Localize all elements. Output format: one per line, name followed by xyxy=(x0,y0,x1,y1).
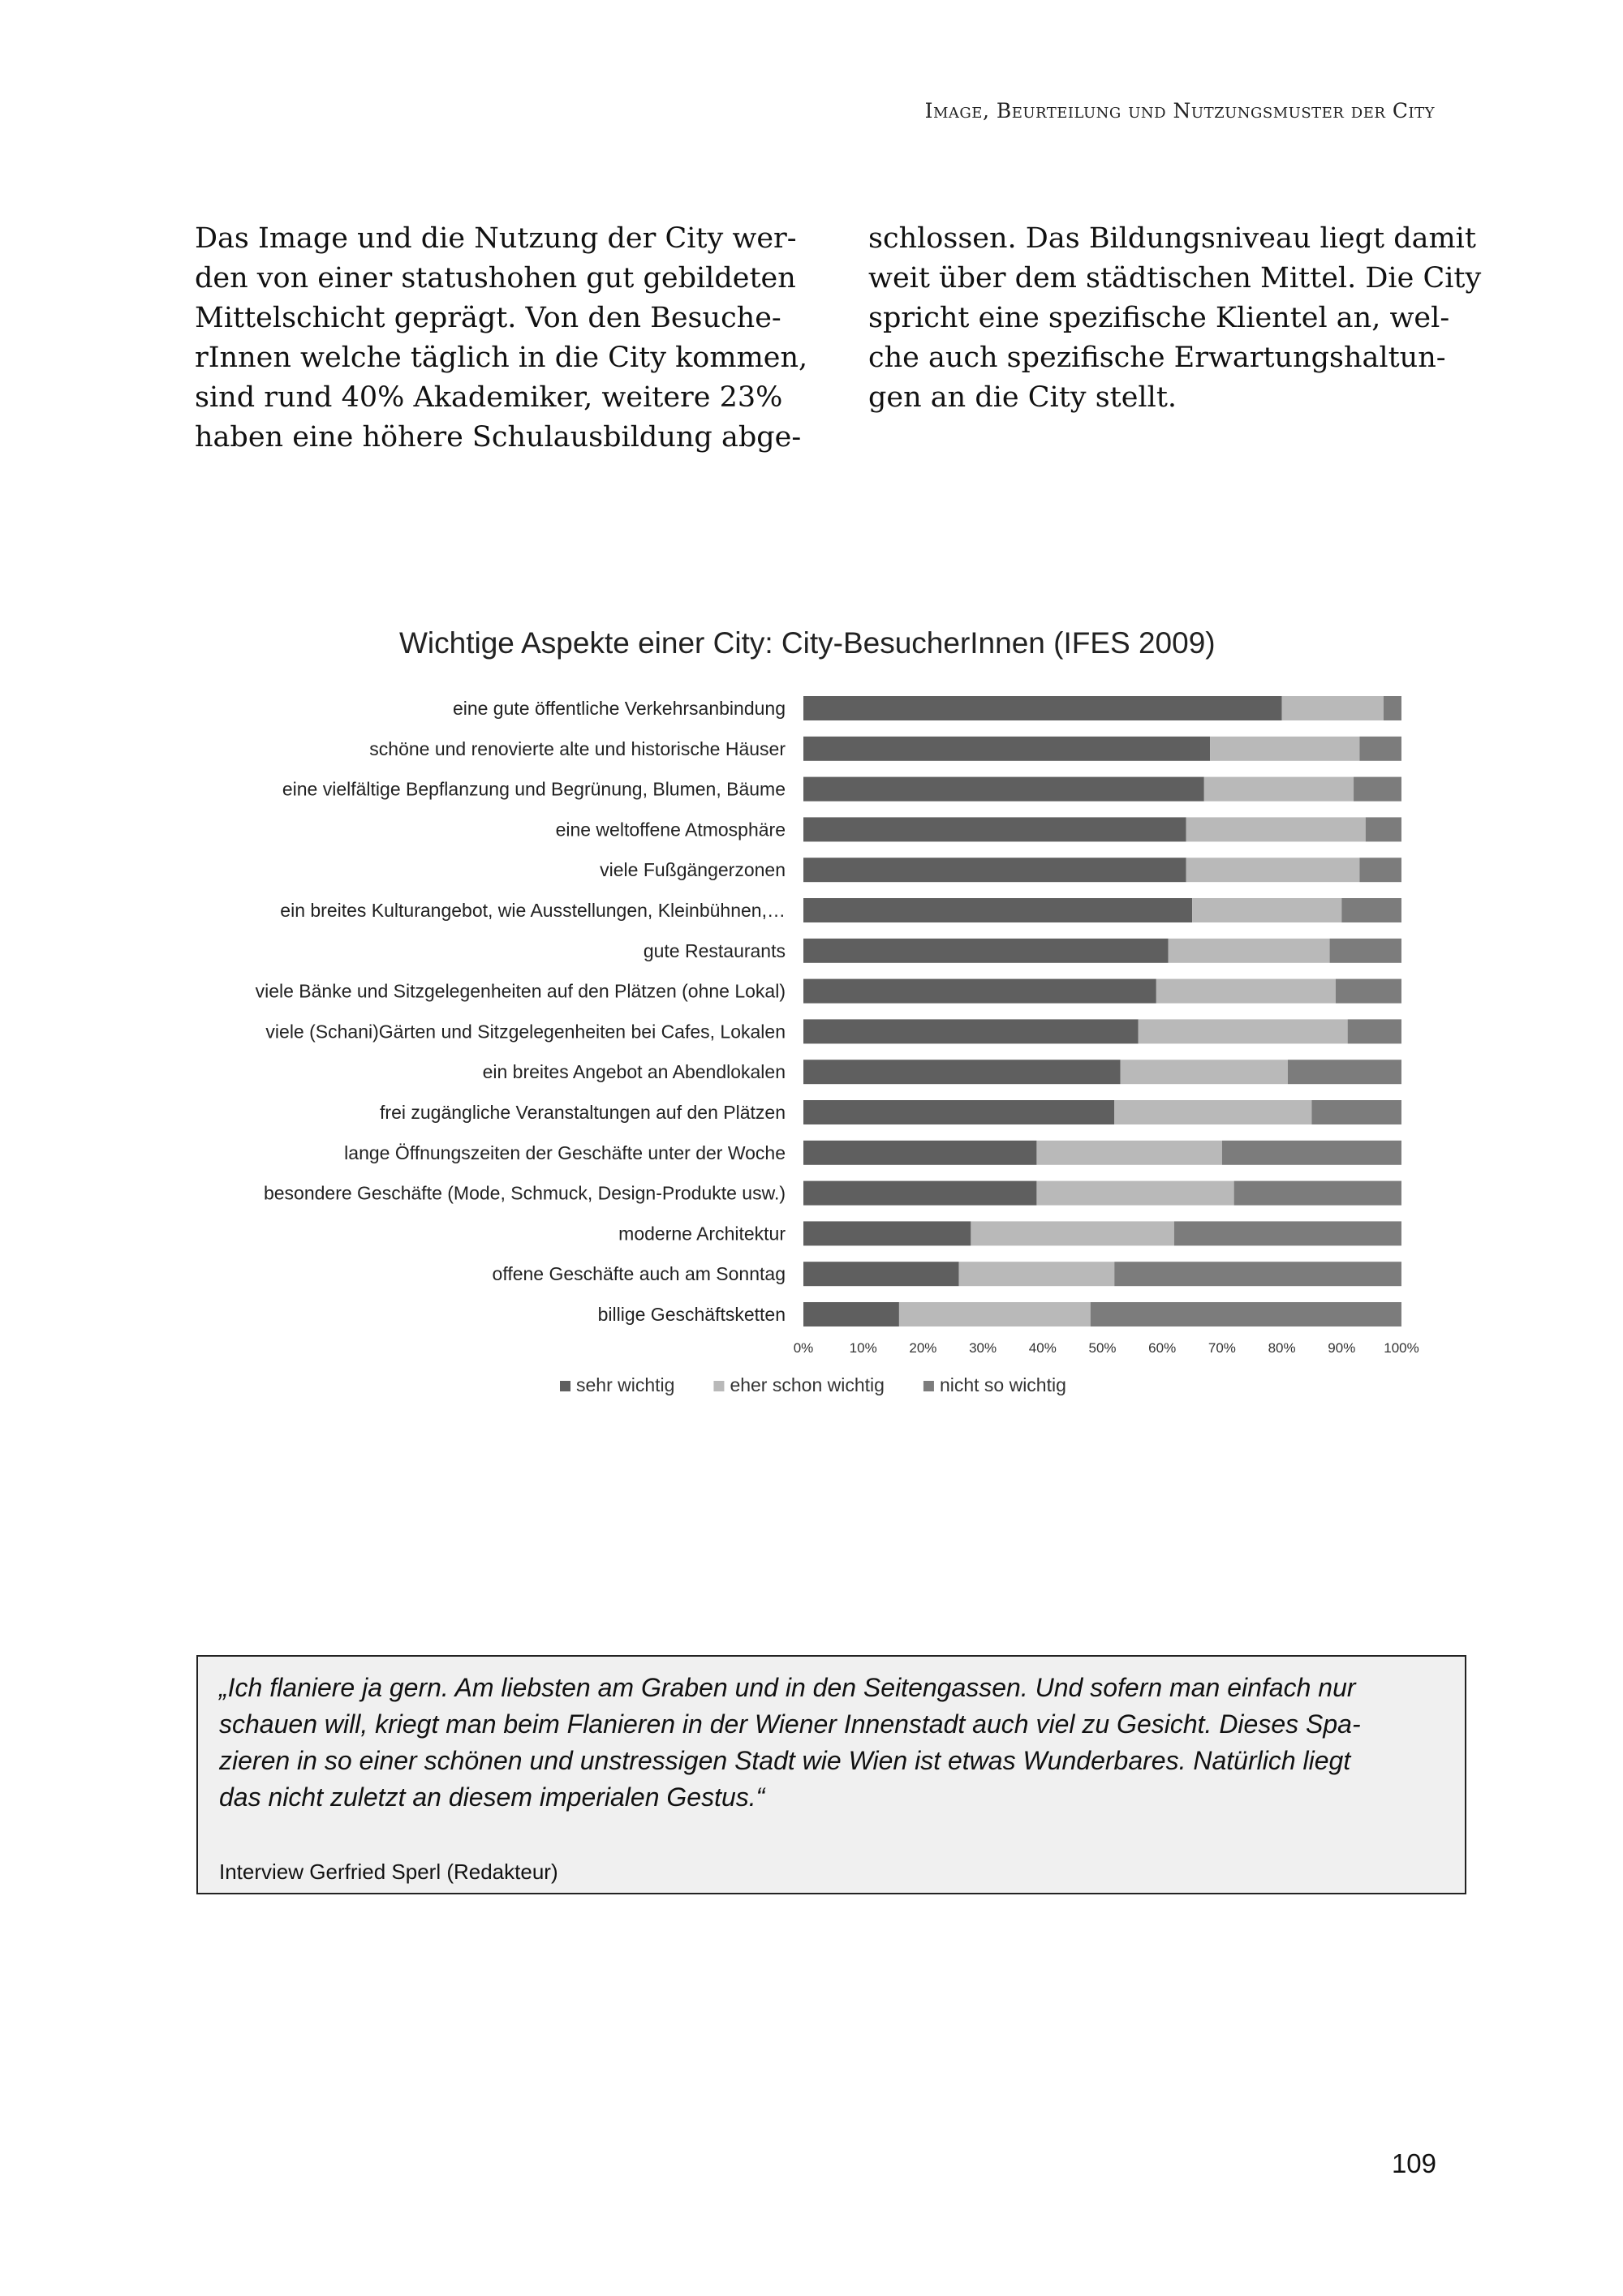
chart-bar-segment-2 xyxy=(1156,979,1336,1004)
chart-bar-segment-1 xyxy=(803,979,1156,1004)
chart-bar-segment-3 xyxy=(1348,1019,1401,1043)
chart-canvas xyxy=(195,617,1444,1428)
text-line: haben eine höhere Schulausbildung abge- xyxy=(195,421,802,454)
chart-category-label: offene Geschäfte auch am Sonntag xyxy=(492,1263,786,1285)
chart-bar-segment-1 xyxy=(803,898,1192,922)
chart-category-label: ein breites Angebot an Abendlokalen xyxy=(482,1061,786,1083)
chart-bar-segment-1 xyxy=(803,1019,1139,1043)
chart-bar-segment-2 xyxy=(1121,1060,1288,1084)
chart-x-tick-label: 100% xyxy=(1384,1340,1419,1356)
chart-category-label: viele Fußgängerzonen xyxy=(600,859,786,881)
text-line: gen an die City stellt. xyxy=(868,381,1177,414)
chart-x-tick-label: 80% xyxy=(1268,1340,1296,1356)
chart-bar-segment-2 xyxy=(1139,1019,1348,1043)
chart-category-label: viele Bänke und Sitzgelegenheiten auf den Plätzen (ohne Lokal) xyxy=(255,980,786,1002)
page-number: 109 xyxy=(1391,2148,1436,2178)
chart-bar-segment-1 xyxy=(803,1141,1036,1165)
chart-category-label: moderne Architektur xyxy=(618,1223,786,1245)
text-line: Das Image und die Nutzung der City wer- xyxy=(195,222,797,255)
quote-text xyxy=(219,1670,1444,1816)
chart-category-label: eine vielfältige Bepflanzung und Begrünung, Blumen, Bäume xyxy=(282,778,786,800)
body-text-left-column xyxy=(195,219,808,458)
chart-bar-segment-1 xyxy=(803,1262,959,1286)
chart-x-tick-label: 70% xyxy=(1208,1340,1236,1356)
chart-legend-label: sehr wichtig xyxy=(576,1374,675,1395)
chart-bar-segment-3 xyxy=(1341,898,1401,922)
chart-bar-segment-1 xyxy=(803,817,1186,841)
chart-bar-segment-1 xyxy=(803,1060,1121,1084)
chart-bar-segment-3 xyxy=(1384,696,1401,720)
text-line: weit über dem städtischen Mittel. Die City xyxy=(868,262,1482,295)
chart-bar-segment-3 xyxy=(1091,1302,1401,1326)
text-line: schlossen. Das Bildungsniveau liegt damit xyxy=(868,222,1476,255)
chart-category-label: gute Restaurants xyxy=(643,939,786,961)
chart-bar-segment-1 xyxy=(803,1181,1036,1206)
chart-bar-segment-3 xyxy=(1366,817,1401,841)
chart-bar-segment-3 xyxy=(1359,858,1401,882)
chart-bar-segment-1 xyxy=(803,858,1186,882)
chart-bar-segment-2 xyxy=(1169,939,1330,963)
chart-title: Wichtige Aspekte einer City: City-BesucherInnen (IFES 2009) xyxy=(399,626,1216,660)
chart-bar-segment-2 xyxy=(1036,1181,1233,1206)
chart-bar-segment-3 xyxy=(1114,1262,1401,1286)
chart-bar-segment-2 xyxy=(959,1262,1115,1286)
chart-category-label: besondere Geschäfte (Mode, Schmuck, Design-Produkte usw.) xyxy=(263,1182,786,1204)
chart-bar-segment-2 xyxy=(1036,1141,1221,1165)
chart-category-label: schöne und renovierte alte und historische Häuser xyxy=(369,737,786,759)
running-header: Image, Beurteilung und Nutzungsmuster der City xyxy=(924,99,1435,123)
chart-bar-segment-1 xyxy=(803,696,1282,720)
chart-bar-segment-1 xyxy=(803,1302,899,1326)
quote-line: schauen will, kriegt man beim Flanieren in der Wiener Innenstadt auch viel zu Gesicht. Dieses Spa- xyxy=(219,1709,1361,1739)
chart-bar-segment-3 xyxy=(1354,777,1401,802)
chart-x-tick-label: 60% xyxy=(1148,1340,1177,1356)
chart-bar-segment-3 xyxy=(1234,1181,1401,1206)
chart-x-tick-label: 40% xyxy=(1028,1340,1057,1356)
chart-bar-segment-3 xyxy=(1359,737,1401,761)
chart-x-tick-label: 10% xyxy=(849,1340,877,1356)
chart-category-label: eine gute öffentliche Verkehrsanbindung xyxy=(452,698,786,719)
chart-bar-segment-1 xyxy=(803,1100,1114,1124)
chart-bar-segment-2 xyxy=(1186,817,1366,841)
text-line: rInnen welche täglich in die City kommen, xyxy=(195,342,808,374)
chart-legend-swatch xyxy=(713,1381,724,1391)
chart-legend-label: nicht so wichtig xyxy=(939,1374,1066,1395)
chart-bar-segment-3 xyxy=(1330,939,1401,963)
quote-line: „Ich flaniere ja gern. Am liebsten am Graben und in den Seitengassen. Und sofern man einfach nur xyxy=(219,1673,1356,1702)
chart-legend-label: eher schon wichtig xyxy=(730,1374,885,1395)
chart-category-label: lange Öffnungszeiten der Geschäfte unter der Woche xyxy=(344,1142,786,1163)
chart-category-label: frei zugängliche Veranstaltungen auf den Plätzen xyxy=(380,1102,786,1123)
chart-category-label: ein breites Kulturangebot, wie Ausstellungen, Kleinbühnen,… xyxy=(280,900,786,921)
chart-bar-segment-2 xyxy=(1204,777,1354,802)
chart-bar-segment-2 xyxy=(1210,737,1359,761)
chart-x-tick-label: 90% xyxy=(1328,1340,1356,1356)
chart-x-tick-label: 30% xyxy=(969,1340,997,1356)
chart-bar-segment-2 xyxy=(899,1302,1091,1326)
chart-bar-segment-3 xyxy=(1222,1141,1401,1165)
chart-bar-segment-2 xyxy=(1186,858,1360,882)
body-text-right-column xyxy=(868,219,1482,418)
quote-source: Interview Gerfried Sperl (Redakteur) xyxy=(219,1860,558,1884)
chart-bar-segment-2 xyxy=(1282,696,1384,720)
chart-bar-segment-3 xyxy=(1336,979,1401,1004)
stacked-bar-chart xyxy=(195,617,1444,1428)
text-line: spricht eine spezifische Klientel an, wel- xyxy=(868,302,1450,334)
chart-bar-segment-3 xyxy=(1174,1221,1401,1245)
text-line: che auch spezifische Erwartungshaltun- xyxy=(868,342,1446,374)
chart-bar-segment-1 xyxy=(803,777,1204,802)
chart-bar-segment-1 xyxy=(803,939,1169,963)
chart-legend-swatch xyxy=(923,1381,934,1391)
chart-legend-swatch xyxy=(560,1381,570,1391)
chart-bar-segment-2 xyxy=(1192,898,1341,922)
chart-category-label: eine weltoffene Atmosphäre xyxy=(555,819,786,841)
chart-category-label: viele (Schani)Gärten und Sitzgelegenheiten bei Cafes, Lokalen xyxy=(265,1021,786,1043)
text-line: sind rund 40% Akademiker, weitere 23% xyxy=(195,381,783,414)
chart-bar-segment-3 xyxy=(1288,1060,1401,1084)
chart-x-tick-label: 50% xyxy=(1088,1340,1117,1356)
chart-bar-segment-3 xyxy=(1311,1100,1401,1124)
chart-x-tick-label: 0% xyxy=(793,1340,814,1356)
text-line: den von einer statushohen gut gebildeten xyxy=(195,262,796,295)
chart-bar-segment-2 xyxy=(971,1221,1174,1245)
chart-bar-segment-1 xyxy=(803,1221,971,1245)
quote-box xyxy=(196,1655,1466,1894)
chart-bar-segment-2 xyxy=(1114,1100,1311,1124)
chart-category-label: billige Geschäftsketten xyxy=(597,1304,786,1325)
text-line: Mittelschicht geprägt. Von den Besuche- xyxy=(195,302,781,334)
chart-x-tick-label: 20% xyxy=(909,1340,937,1356)
chart-bar-segment-1 xyxy=(803,737,1210,761)
quote-line: das nicht zuletzt an diesem imperialen Gestus.“ xyxy=(219,1782,765,1812)
quote-line: zieren in so einer schönen und unstressigen Stadt wie Wien ist etwas Wunderbares. Natürlich liegt xyxy=(219,1746,1351,1775)
